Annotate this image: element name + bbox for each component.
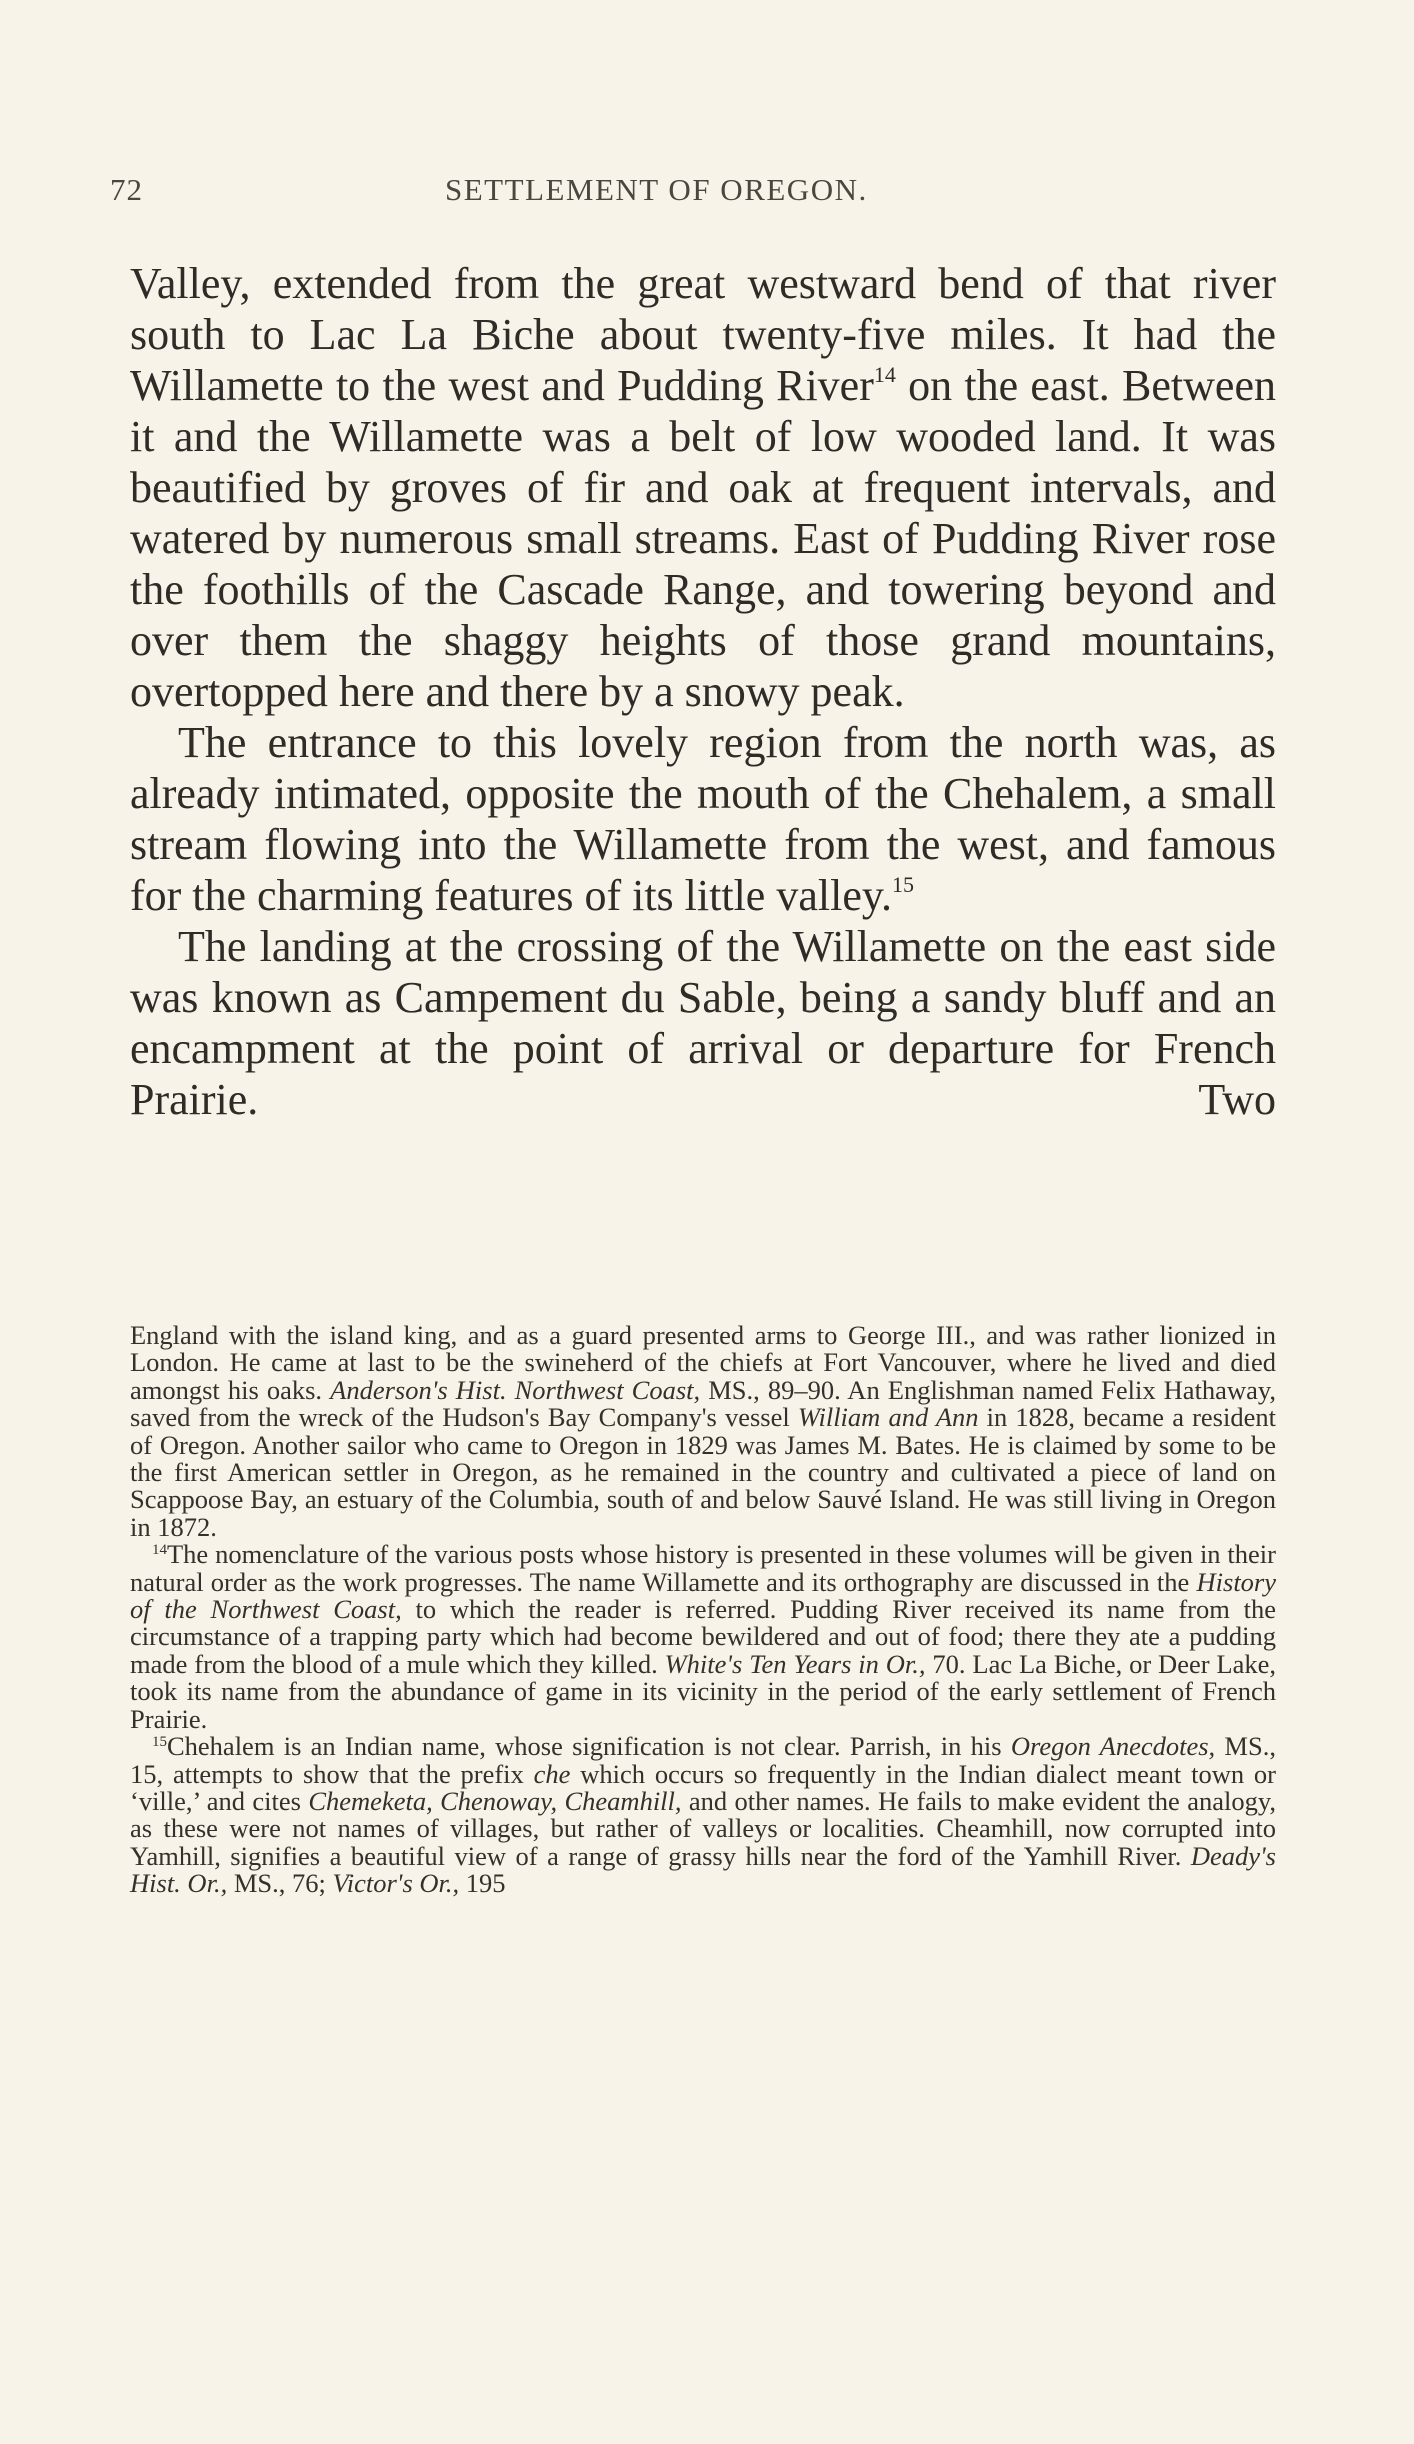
- main-text: [130, 258, 1276, 1125]
- footnotes: [130, 1322, 1276, 1898]
- ship-name: William and Ann: [797, 1402, 979, 1433]
- paragraph-3: [130, 921, 1276, 1125]
- footnote-15: [130, 1733, 1276, 1897]
- paragraph-2: [130, 717, 1276, 921]
- footnote-15-text: MS., 15, attempts to show that the prefix: [130, 1731, 1276, 1789]
- footnote-14-text: The nomenclature of the various posts whose history is presented in these volumes will be given in their natural order as the work progresses. The name Willamette and its orthography are discussed in the: [130, 1539, 1276, 1597]
- citation: Anderson's Hist. Northwest Coast,: [330, 1374, 701, 1405]
- italic-word: che: [533, 1758, 571, 1789]
- footnote-continued-text: MS., 89–90. An Englishman named Felix Hathaway, saved from the wreck of the Hudson's Bay Company's vessel: [130, 1374, 1277, 1433]
- footnote-ref-15: 15: [892, 872, 914, 897]
- footnote-ref-14: 14: [873, 362, 896, 387]
- running-title: SETTLEMENT OF OREGON.: [445, 172, 868, 207]
- footnote-15-text: MS., 76;: [227, 1868, 333, 1899]
- citation: Deady's Hist. Or.,: [130, 1840, 1276, 1899]
- footnote-14: [130, 1541, 1276, 1733]
- footnote-continued: [130, 1322, 1276, 1541]
- citation: Victor's Or.,: [332, 1868, 460, 1899]
- page-number: 72: [110, 172, 143, 207]
- citation: History of the Northwest Coast,: [130, 1566, 1276, 1625]
- footnote-15-text: 195: [459, 1868, 506, 1899]
- paragraph-1: [130, 258, 1276, 717]
- footnote-15-text: which occurs so frequently in the Indian dialect meant town or ‘ville,’ and cites: [130, 1758, 1276, 1816]
- italic-words: Chemeketa, Chenoway, Cheamhill,: [308, 1785, 682, 1816]
- paragraph-1-rest: on the east. Between it and the Willamette was a belt of low wooded land. It was beautified by groves of fir and oak at frequent intervals, and watered by numerous small streams. East of Pudding River rose the foothills of the Cascade Range, and towering beyond and over them the shaggy heights of those grand mountains, overtopped here and there by a snowy peak.: [130, 361, 1276, 716]
- citation: Oregon Anecdotes,: [1010, 1731, 1216, 1762]
- footnote-14-text: 70. Lac La Biche, or Deer Lake, took its name from the abundance of game in its vicinity in the period of the early settlement of French Prairie.: [130, 1648, 1277, 1734]
- citation: White's Ten Years in Or.,: [664, 1648, 926, 1679]
- paragraph-2-text: The entrance to this lovely region from the north was, as already intimated, opposite the mouth of the Chehalem, a small stream flowing into the Willamette from the west, and famous for the charming features of its little valley.: [130, 718, 1276, 920]
- footnote-continued-text: England with the island king, and as a guard presented arms to George III., and was rather lionized in London. He came at last to be the swineherd of the chiefs at Fort Vancouver, where he lived and died amongst his oaks.: [130, 1320, 1276, 1405]
- paragraph-3-text: The landing at the crossing of the Willamette on the east side was known as Campement du Sable, being a sandy bluff and an encampment at the point of arrival or departure for French Prairie. Two: [130, 922, 1276, 1124]
- paragraph-1-text: Valley, extended from the great westward bend of that river south to Lac La Biche about twenty-five miles. It had the Willamette to the west and Pudding River: [130, 259, 1276, 410]
- footnote-marker: 15: [152, 1734, 167, 1751]
- page-header: [110, 172, 1310, 218]
- footnote-marker: 14: [152, 1542, 167, 1559]
- footnote-15-text: and other names. He fails to make evident the analogy, as these were not names of villages, but rather of valleys or localities. Cheamhill, now corrupted into Yamhill, signifies a beautiful view of a range of grassy hills near the ford of the Yamhill River.: [130, 1785, 1276, 1871]
- footnote-continued-text: in 1828, became a resident of Oregon. Another sailor who came to Oregon in 1829 was James M. Bates. He is claimed by some to be the first American settler in Oregon, as he remained in the country and cultivated a piece of land on Scappoose Bay, an estuary of the Columbia, south of and below Sauvé Island. He was still living in Oregon in 1872.: [130, 1402, 1276, 1542]
- footnote-15-text: Chehalem is an Indian name, whose signification is not clear. Parrish, in his: [167, 1731, 1011, 1762]
- footnote-14-text: to which the reader is referred. Pudding River received its name from the circumstance of a trapping party which had become bewildered and out of food; there they ate a pudding made from the blood of a mule which they killed.: [130, 1594, 1276, 1679]
